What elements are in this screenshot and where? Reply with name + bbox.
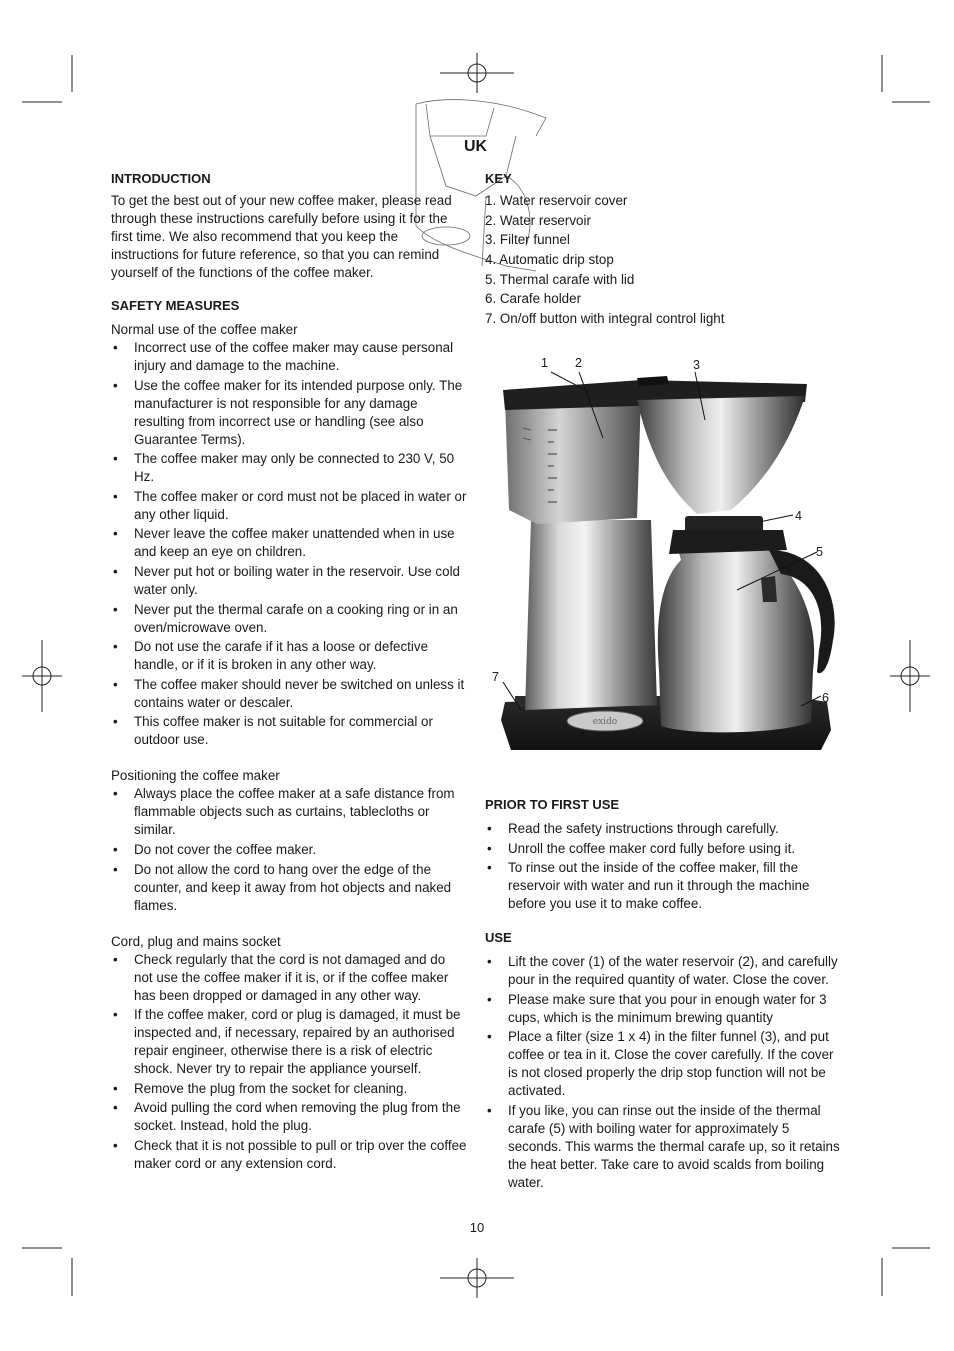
introduction-heading: INTRODUCTION: [111, 171, 211, 186]
list-item: • Lift the cover (1) of the water reservoir (2), and carefully pour in the required quantity of water. Close the cover.: [485, 953, 845, 989]
list-item: • Always place the coffee maker at a safe distance from flammable objects such as curtains, tablecloths or similar.: [111, 785, 467, 839]
callout-1: 1: [541, 356, 548, 370]
list-item: • Unroll the coffee maker cord fully before using it.: [485, 840, 845, 858]
positioning-section: [111, 767, 467, 914]
callout-3: 3: [693, 358, 700, 372]
list-item: • The coffee maker may only be connected to 230 V, 50 Hz.: [111, 450, 467, 486]
list-item: • Check that it is not possible to pull or trip over the coffee maker cord or any extension cord.: [111, 1137, 467, 1173]
list-item: • Incorrect use of the coffee maker may cause personal injury and damage to the machine.: [111, 339, 467, 375]
callout-7: 7: [492, 670, 499, 684]
prior-heading: PRIOR TO FIRST USE: [485, 797, 620, 812]
callout-4: 4: [795, 509, 802, 523]
list-item: • Do not allow the cord to hang over the edge of the counter, and keep it away from hot objects and naked flames.: [111, 861, 467, 915]
prior-list: [485, 820, 845, 913]
list-item: • Place a filter (size 1 x 4) in the filter funnel (3), and put coffee or tea in it. Close the cover carefully. If the cover is not closed properly the drip stop function will not be activated.: [485, 1028, 845, 1100]
list-item: • The coffee maker should never be switched on unless it contains water or descaler.: [111, 676, 467, 712]
brand-logo: exido: [592, 717, 618, 727]
list-item: • Do not cover the coffee maker.: [111, 841, 467, 859]
callout-6: 6: [822, 691, 829, 705]
language-tab: UK: [464, 138, 488, 155]
list-item: • If the coffee maker, cord or plug is damaged, it must be inspected and, if necessary, repaired by an authorised repair engineer, otherwise there is a risk of electric shock. Never try to repair the appliance yourself.: [111, 1006, 467, 1078]
normal-use-subheading: Normal use of the coffee maker: [111, 322, 298, 337]
positioning-subheading: Positioning the coffee maker: [111, 768, 280, 784]
list-item: • The coffee maker or cord must not be placed in water or any other liquid.: [111, 488, 467, 524]
key-item: 6. Carafe holder: [485, 291, 582, 307]
list-item: • Do not use the carafe if it has a loose or defective handle, or if it is broken in any other way.: [111, 638, 467, 674]
list-item: • Check regularly that the cord is not damaged and do not use the coffee maker if it is, or if the coffee maker has been dropped or damaged in any other way.: [111, 951, 467, 1005]
safety-heading: SAFETY MEASURES: [111, 298, 240, 313]
positioning-list: [111, 785, 467, 914]
left-column: [111, 170, 467, 1175]
list-item: • Never put hot or boiling water in the reservoir. Use cold water only.: [111, 563, 467, 599]
key-item: 5. Thermal carafe with lid: [485, 271, 635, 287]
cord-subheading: Cord, plug and mains socket: [111, 933, 281, 949]
callout-5: 5: [816, 545, 823, 559]
key-item: 7. On/off button with integral control light: [485, 311, 725, 327]
key-list: [485, 192, 845, 328]
list-item: • Never leave the coffee maker unattended when in use and keep an eye on children.: [111, 525, 467, 561]
safety-list: [111, 339, 467, 749]
callout-2: 2: [575, 356, 582, 370]
key-section: [485, 170, 845, 328]
list-item: • Read the safety instructions through carefully.: [485, 820, 845, 838]
prior-section: [485, 796, 845, 1194]
list-item: • If you like, you can rinse out the inside of the thermal carafe (5) with boiling water for approximately 5 seconds. This warms the thermal carafe up, so it retains the heat better. Take care to avoid scalds from boiling water.: [485, 1102, 845, 1192]
cord-section: [111, 933, 467, 1173]
list-item: • Use the coffee maker for its intended purpose only. The manufacturer is not responsible for any damage resulting from incorrect use or handling (see also Guarantee Terms).: [111, 377, 467, 449]
safety-section: [111, 297, 467, 749]
coffee-maker-photo: [491, 350, 841, 770]
use-heading: USE: [485, 930, 512, 946]
page-number: 10: [469, 1220, 485, 1235]
list-item: • Remove the plug from the socket for cleaning.: [111, 1080, 467, 1098]
cord-list: [111, 951, 467, 1173]
key-item: 2. Water reservoir: [485, 212, 591, 228]
list-item: • To rinse out the inside of the coffee maker, fill the reservoir with water and run it through the machine before you use it to make coffee.: [485, 859, 845, 913]
key-item: 3. Filter funnel: [485, 232, 570, 248]
list-item: • Please make sure that you pour in enough water for 3 cups, which is the minimum brewing quantity: [485, 991, 845, 1027]
introduction-section: [111, 170, 467, 282]
use-list: [485, 953, 845, 1192]
list-item: • Never put the thermal carafe on a cooking ring or in an oven/microwave oven.: [111, 601, 467, 637]
list-item: • Avoid pulling the cord when removing the plug from the socket. Instead, hold the plug.: [111, 1099, 467, 1135]
introduction-text: To get the best out of your new coffee maker, please read through these instructions carefully before using it for the first time. We also recommend that you keep the instructions for future reference, so that you can remind yourself of the functions of the coffee maker.: [111, 193, 452, 280]
list-item: • This coffee maker is not suitable for commercial or outdoor use.: [111, 713, 467, 749]
key-item: 4. Automatic drip stop: [485, 252, 614, 268]
key-item: 1. Water reservoir cover: [485, 193, 628, 208]
key-heading: KEY: [485, 171, 512, 186]
